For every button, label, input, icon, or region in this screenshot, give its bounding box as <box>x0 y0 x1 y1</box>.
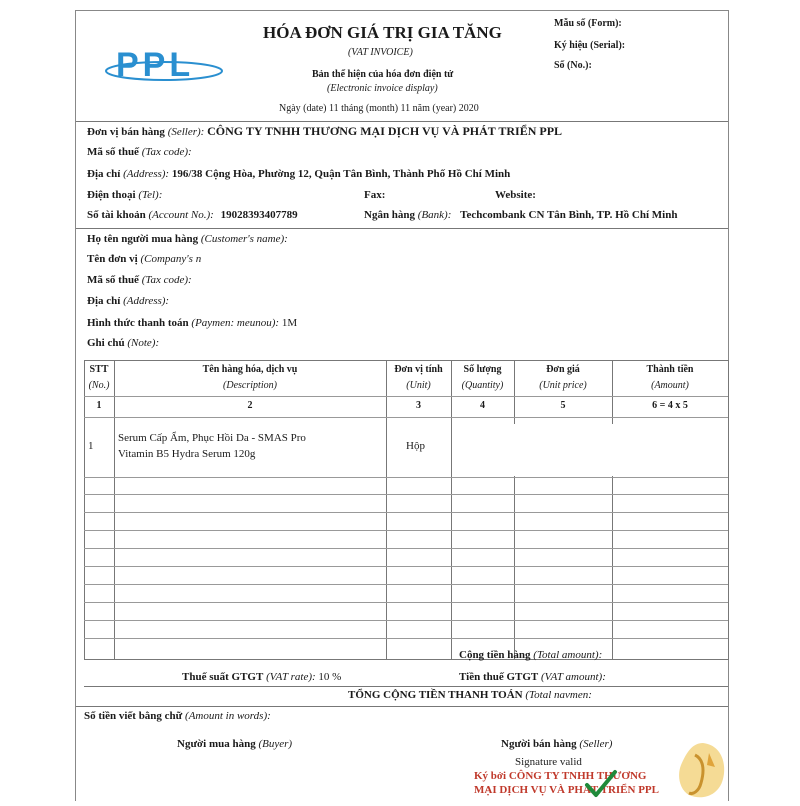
row-1-unit: Hộp <box>406 440 425 452</box>
buyer-address-label: Địa chỉ <box>87 295 121 307</box>
seller-signature-label: Người bán hàng <box>501 738 577 750</box>
seller-tel-row <box>87 189 162 201</box>
vat-amount-row <box>459 671 606 683</box>
row-1-stt: 1 <box>88 440 94 452</box>
buyer-signature-label-en: (Buyer) <box>258 738 293 750</box>
total-amount-row <box>459 649 602 661</box>
buyer-note-label: Ghi chú <box>87 337 125 349</box>
checkmark-icon <box>584 769 618 799</box>
row-1-description: Serum Cấp Ẩm, Phục Hồi Da - SMAS Pro Vitamin B5 Hydra Serum 120g <box>118 432 306 460</box>
seller-tax-label-en: (Tax code): <box>141 146 192 158</box>
seller-name-label-en: (Seller): <box>167 126 205 138</box>
serial-label: Ký hiệu (Serial): <box>554 40 626 51</box>
buyer-company-label: Tên đơn vị <box>87 253 138 265</box>
vat-amount-label-en: (VAT amount): <box>541 671 606 683</box>
buyer-tax-label-en: (Tax code): <box>141 274 192 286</box>
col-number-6: 6 = 4 x 5 <box>652 400 688 411</box>
buyer-signature-row <box>177 738 292 750</box>
seller-address-row <box>87 168 510 180</box>
vat-amount-label: Tiền thuế GTGT <box>459 671 539 683</box>
seller-address-value: 196/38 Cộng Hòa, Phường 12, Quận Tân Bình, Thành Phố Hồ Chí Minh <box>171 168 511 180</box>
form-label: Mẫu số (Form): <box>554 18 622 29</box>
grand-total-row <box>348 689 592 701</box>
vat-rate-value: 10 % <box>318 671 342 683</box>
invoice-title-en: (VAT INVOICE) <box>348 47 413 58</box>
items-table <box>84 360 728 659</box>
seller-signature-row <box>501 738 612 750</box>
col-number-4: 4 <box>480 400 485 411</box>
invoice-title: HÓA ĐƠN GIÁ TRỊ GIA TĂNG <box>263 23 502 42</box>
total-amount-label: Cộng tiền hàng <box>459 649 531 661</box>
buyer-tax-label: Mã số thuế <box>87 274 139 286</box>
buyer-note-row <box>87 337 159 349</box>
col-number-1: 1 <box>96 400 102 411</box>
buyer-tax-row <box>87 274 192 286</box>
col-header-description: Tên hàng hóa, dịch vụ (Description) <box>202 364 298 391</box>
signed-by-text: Ký bởi CÔNG TY TNHH THƯƠNG MẠI DỊCH VỤ VÀ PHÁT TRIỂN PPL <box>474 770 659 796</box>
seller-account-row <box>87 209 298 221</box>
redacted-area <box>456 424 728 476</box>
buyer-address-row <box>87 295 169 307</box>
vat-rate-row <box>182 671 341 683</box>
seller-account-label: Số tài khoản <box>87 209 146 221</box>
total-amount-label-en: (Total amount): <box>533 649 603 661</box>
seller-name-label: Đơn vị bán hàng <box>87 126 165 138</box>
col-number-2: 2 <box>247 400 253 411</box>
buyer-payment-label: Hình thức thanh toán <box>87 317 189 329</box>
seller-bank-row <box>364 209 677 221</box>
seller-bank-label: Ngân hàng <box>364 209 416 221</box>
col-header-quantity: Số lượng (Quantity) <box>461 364 504 391</box>
logo-text: PPL <box>116 46 195 84</box>
buyer-name-row <box>87 233 288 245</box>
buyer-payment-row <box>87 317 297 329</box>
no-label: Số (No.): <box>554 60 592 71</box>
buyer-address-label-en: (Address): <box>123 295 170 307</box>
buyer-name-label-en: (Customer's name): <box>200 233 288 245</box>
buyer-payment-value: 1M <box>281 317 298 329</box>
seller-name-value: CÔNG TY TNHH THƯƠNG MẠI DỊCH VỤ VÀ PHÁT TRIỂN PPL <box>207 124 563 138</box>
vat-rate-label-en: (VAT rate): <box>266 671 316 683</box>
col-header-stt: STT (No.) <box>88 364 110 391</box>
seller-tel-label: Điện thoại <box>87 189 136 201</box>
seller-address-label: Địa chỉ <box>87 168 121 180</box>
seller-bank-label-en: (Bank): <box>417 209 452 221</box>
col-header-unit: Đơn vị tính (Unit) <box>394 364 443 391</box>
col-number-3: 3 <box>416 400 421 411</box>
amount-words-label: Số tiền viết bằng chữ <box>84 710 183 722</box>
seller-account-value: 19028393407789 <box>220 209 298 221</box>
buyer-signature-label: Người mua hàng <box>177 738 256 750</box>
buyer-note-label-en: (Note): <box>127 337 160 349</box>
seller-bank-value: Techcombank CN Tân Bình, TP. Hồ Chí Minh <box>460 209 678 221</box>
buyer-company-row <box>87 253 201 265</box>
seller-tel-label-en: (Tel): <box>138 189 163 201</box>
seller-website-label: Website: <box>495 189 536 201</box>
invoice-subtitle-en: (Electronic invoice display) <box>327 83 438 94</box>
invoice-subtitle: Bản thể hiện của hóa đơn điện tử <box>312 69 454 80</box>
col-header-amount: Thành tiền (Amount) <box>646 364 694 391</box>
signature-valid-text: Signature valid <box>515 756 582 768</box>
gold-stamp-icon <box>673 739 728 801</box>
vat-rate-label: Thuế suất GTGT <box>182 671 264 683</box>
seller-account-label-en: (Account No.): <box>148 209 214 221</box>
seller-name-row <box>87 124 562 139</box>
seller-tax-row <box>87 146 192 158</box>
grand-total-label: TỔNG CỘNG TIỀN THANH TOÁN <box>348 689 523 701</box>
invoice-paper <box>75 10 729 801</box>
ppl-logo <box>104 44 224 84</box>
buyer-company-label-en: (Company's n <box>140 253 202 265</box>
grand-total-label-en: (Total navmen: <box>525 689 592 701</box>
seller-address-label-en: (Address): <box>123 168 170 180</box>
seller-tax-label: Mã số thuế <box>87 146 139 158</box>
amount-words-row <box>84 710 271 722</box>
buyer-payment-label-en: (Paymen: meunou): <box>191 317 280 329</box>
amount-words-label-en: (Amount in words): <box>185 710 271 722</box>
seller-signature-label-en: (Seller) <box>579 738 613 750</box>
invoice-date: Ngày (date) 11 tháng (month) 11 năm (year) 2020 <box>279 103 479 114</box>
buyer-name-label: Họ tên người mua hàng <box>87 233 199 245</box>
col-header-unit-price: Đơn giá (Unit price) <box>539 364 587 391</box>
seller-fax-label: Fax: <box>364 189 386 201</box>
col-number-5: 5 <box>560 400 566 411</box>
